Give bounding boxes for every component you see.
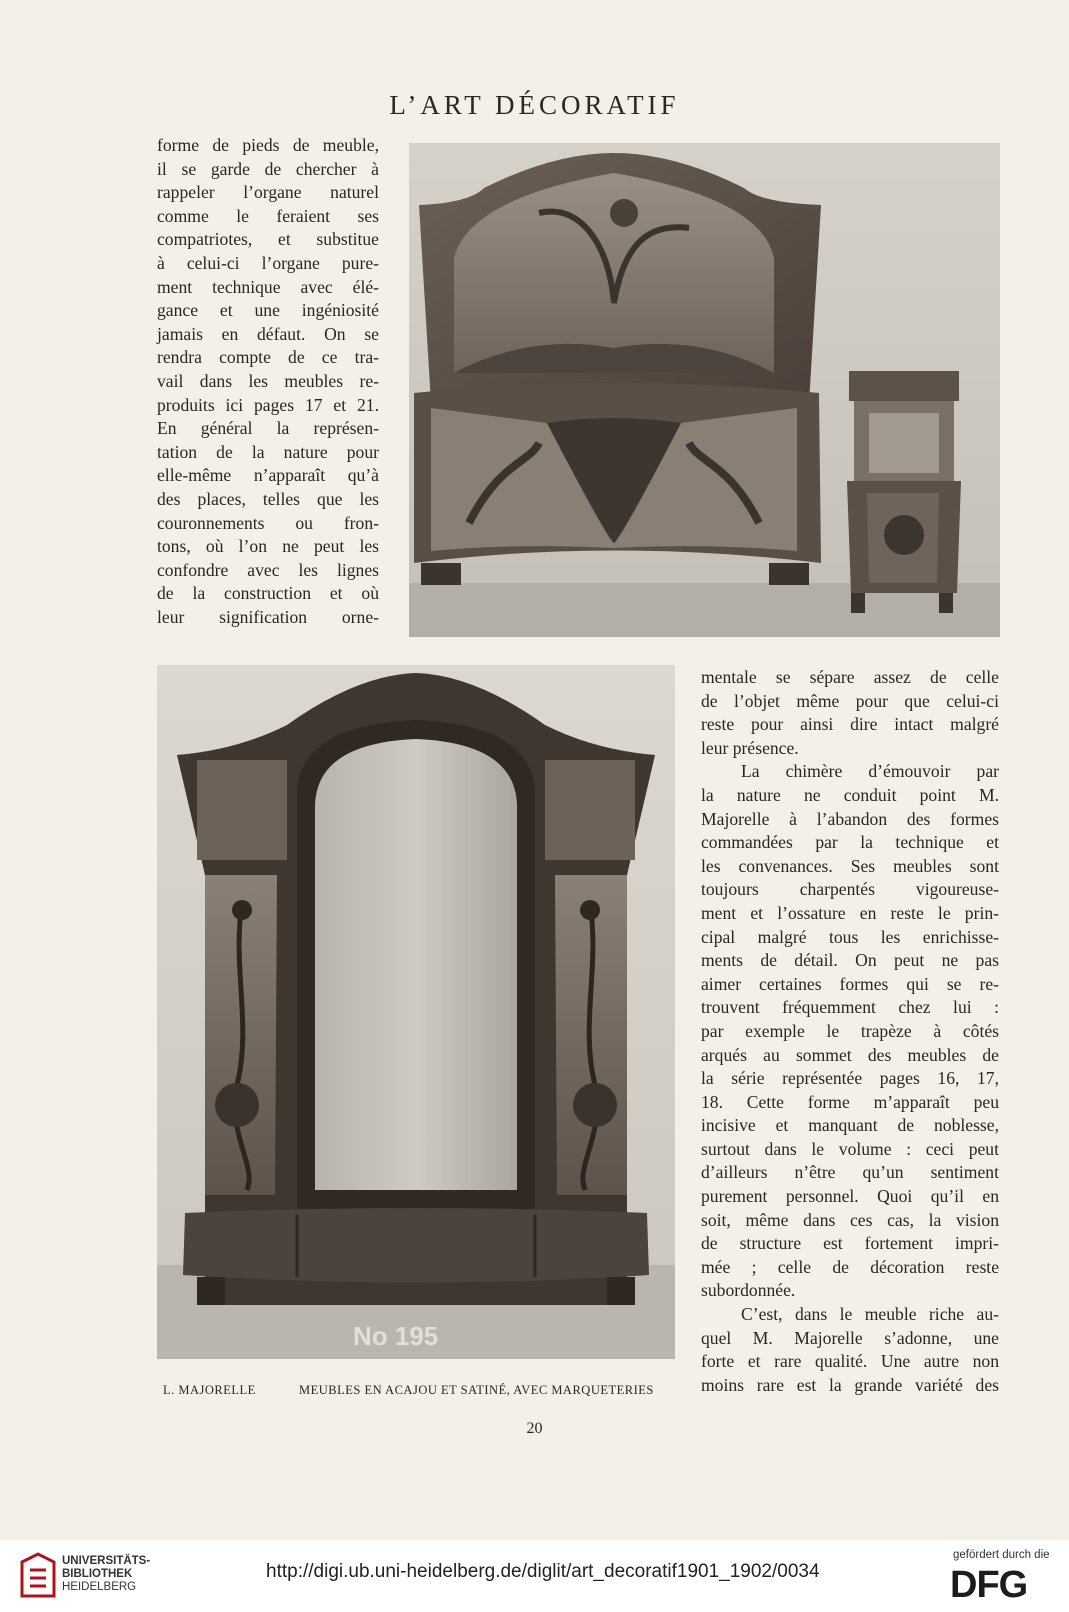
right-text-column xyxy=(701,666,999,1397)
text-line: forte et rare qualité. Une autre non xyxy=(701,1351,999,1372)
text-line: jamais en défaut. On se xyxy=(157,323,379,344)
text-line: rappeler l’organe naturel xyxy=(157,182,379,203)
text-line: ment et l’ossature en reste le prin- xyxy=(701,902,999,923)
text-line: compatriotes, et substitue xyxy=(157,229,379,250)
caption-author: L. MAJORELLE xyxy=(163,1383,256,1397)
text-line: par exemple le trapèze à côtés xyxy=(701,1020,999,1041)
text-line: il se garde de chercher à xyxy=(157,158,379,179)
text-line: purement personnel. Quoi qu’il en xyxy=(701,1186,999,1207)
text-line: cipal malgré tous les enrichisse- xyxy=(701,926,999,947)
armoire-photo xyxy=(157,665,675,1359)
text-line: comme le feraient ses xyxy=(157,205,379,226)
text-line: leur signification orne- xyxy=(157,606,379,627)
running-head: L’ART DÉCORATIF xyxy=(389,90,680,120)
text-line: les convenances. Ses meubles sont xyxy=(701,855,999,876)
text-line: forme de pieds de meuble, xyxy=(157,135,379,155)
text-line: tons, où l’on ne peut les xyxy=(157,536,379,557)
bed-nightstand-illustration xyxy=(409,143,1000,637)
bed-nightstand-photo xyxy=(409,143,1000,637)
plate-number-label: No 195 xyxy=(353,1321,439,1351)
text-line: mée ; celle de décoration reste xyxy=(701,1256,999,1277)
text-line: 18. Cette forme m’apparaît peu xyxy=(701,1091,999,1112)
text-line: Majorelle à l’abandon des formes xyxy=(701,808,999,829)
text-line: incisive et manquant de noblesse, xyxy=(701,1115,999,1136)
text-line: de l’objet même pour que celui-ci xyxy=(701,690,999,711)
text-line: C’est, dans le meuble riche au- xyxy=(741,1304,999,1325)
text-line: La chimère d’émouvoir par xyxy=(741,761,999,782)
armoire-illustration xyxy=(157,665,675,1359)
text-line: rendra compte de ce tra- xyxy=(157,347,379,368)
left-text-column xyxy=(157,134,379,629)
text-line: tation de la nature pour xyxy=(157,441,379,462)
text-line: à celui-ci l’organe pure- xyxy=(157,252,379,273)
text-line: reste pour ainsi dire intact malgré xyxy=(701,714,999,735)
text-line: toujours charpentés vigoureuse- xyxy=(701,879,999,900)
text-line: confondre avec les lignes xyxy=(157,559,379,580)
funding-text: gefördert durch die xyxy=(953,1549,1050,1561)
text-line: des places, telles que les xyxy=(157,488,379,509)
text-line: moins rare est la grande variété des xyxy=(701,1374,999,1395)
text-line: mentale se sépare assez de celle xyxy=(701,667,999,687)
text-line: produits ici pages 17 et 21. xyxy=(157,394,379,415)
text-line: de la construction et où xyxy=(157,583,379,604)
text-line: ment technique avec élé- xyxy=(157,276,379,297)
text-line: vail dans les meubles re- xyxy=(157,370,379,391)
text-line: En général la représen- xyxy=(157,418,379,439)
text-line: d’ailleurs n’être qu’un sentiment xyxy=(701,1162,999,1183)
caption-title: MEUBLES EN ACAJOU ET SATINÉ, AVEC MARQUETERIES xyxy=(299,1383,654,1397)
text-line: la série représentée pages 16, 17, xyxy=(701,1068,999,1089)
text-line: arqués au sommet des meubles de xyxy=(701,1044,999,1065)
text-line: trouvent fréquemment chez lui : xyxy=(701,997,999,1018)
dfg-logo: DFG xyxy=(950,1564,1028,1606)
text-line: subordonnée. xyxy=(701,1280,796,1301)
text-line: ments de détail. On peut ne pas xyxy=(701,950,999,971)
text-line: soit, même dans ces cas, la vision xyxy=(701,1209,999,1230)
text-line: de structure est fortement impri- xyxy=(701,1233,999,1254)
source-url-link[interactable]: http://digi.ub.uni-heidelberg.de/diglit/art_decoratif1901_1902/0034 xyxy=(266,1561,820,1582)
institution-line-1: UNIVERSITÄTS- xyxy=(62,1555,151,1567)
text-line: aimer certaines formes qui se re- xyxy=(701,973,999,994)
text-line: surtout dans le volume : ceci peut xyxy=(701,1138,999,1159)
university-library-logo xyxy=(18,1552,58,1603)
text-line: commandées par la technique et xyxy=(701,832,999,853)
institution-line-2: BIBLIOTHEK xyxy=(62,1568,133,1580)
text-line: la nature ne conduit point M. xyxy=(701,784,999,805)
text-line: leur présence. xyxy=(701,737,799,758)
digitization-footer xyxy=(0,1540,1069,1612)
text-line: elle-même n’apparaît qu’à xyxy=(157,465,379,486)
text-line: couronnements ou fron- xyxy=(157,512,379,533)
text-line: quel M. Majorelle s’adonne, une xyxy=(701,1327,999,1348)
institution-name xyxy=(62,1555,150,1594)
institution-line-3: HEIDELBERG xyxy=(62,1581,137,1593)
text-line: gance et une ingéniosité xyxy=(157,300,379,321)
page-number: 20 xyxy=(526,1420,543,1437)
